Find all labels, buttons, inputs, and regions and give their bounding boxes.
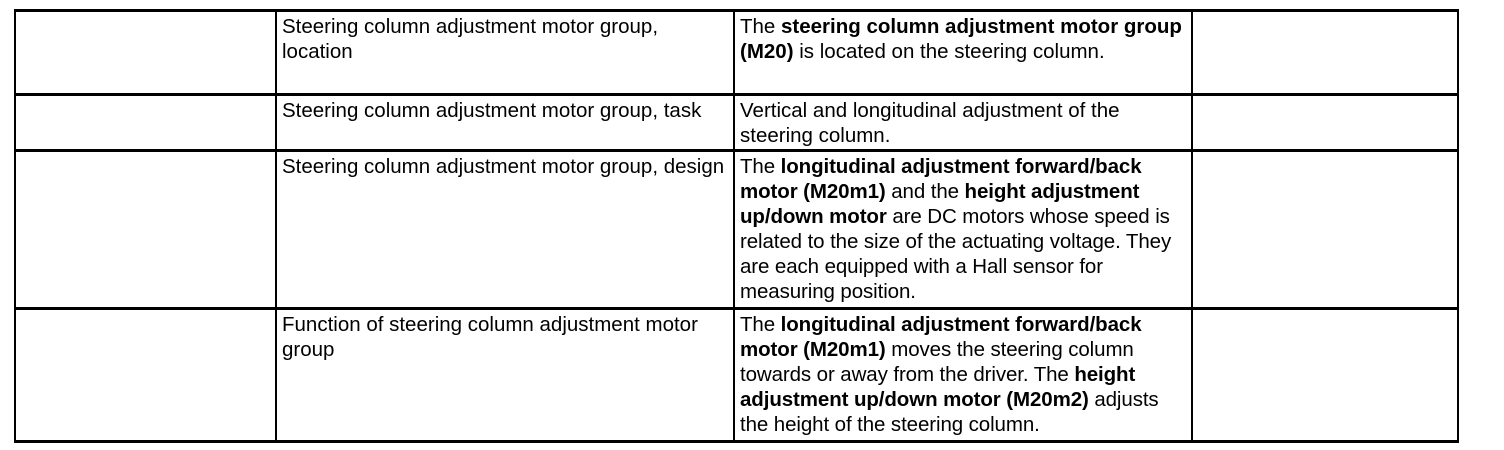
- description-text: and the: [885, 180, 965, 203]
- description-cell: [734, 11, 1192, 95]
- description-text: moves the steering column towards or away from the driver. The: [740, 338, 1134, 386]
- description-text: are DC motors whose speed is related to the size of the actuating voltage. They are each equipped with a Hall sensor for measuring position.: [740, 205, 1172, 303]
- table-row: [15, 95, 1458, 151]
- table-row: [15, 309, 1458, 442]
- table-row: [15, 11, 1458, 95]
- empty-cell-left: [15, 11, 276, 95]
- empty-cell-right: [1192, 309, 1458, 442]
- empty-cell-right: [1192, 95, 1458, 151]
- description-cell: [734, 151, 1192, 309]
- description-text: The: [740, 15, 782, 38]
- empty-cell-left: [15, 151, 276, 309]
- document-table: [14, 9, 1459, 443]
- description-bold-text: height adjustment up/down motor: [740, 180, 1140, 228]
- description-text: The: [740, 313, 781, 336]
- empty-cell-right: [1192, 11, 1458, 95]
- topic-cell: Function of steering column adjustment motor group: [276, 309, 734, 442]
- description-text: is located on the steering column.: [793, 40, 1105, 63]
- description-cell: [734, 95, 1192, 151]
- topic-cell: Steering column adjustment motor group, design: [276, 151, 734, 309]
- description-bold-text: steering column adjustment motor group (M20): [740, 15, 1182, 63]
- description-bold-text: longitudinal adjustment forward/back motor (M20m1): [740, 155, 1142, 203]
- description-bold-text: longitudinal adjustment forward/back motor (M20m1): [740, 313, 1142, 361]
- description-text: Vertical and longitudinal adjustment of the steering column.: [740, 99, 1120, 147]
- description-cell: [734, 309, 1192, 442]
- topic-cell: Steering column adjustment motor group, location: [276, 11, 734, 95]
- description-text: The: [740, 155, 781, 178]
- topic-cell: Steering column adjustment motor group, task: [276, 95, 734, 151]
- table-row: [15, 151, 1458, 309]
- empty-cell-left: [15, 95, 276, 151]
- description-bold-text: height adjustment up/down motor (M20m2): [740, 363, 1136, 411]
- empty-cell-right: [1192, 151, 1458, 309]
- empty-cell-left: [15, 309, 276, 442]
- description-text: adjusts the height of the steering column.: [740, 388, 1159, 436]
